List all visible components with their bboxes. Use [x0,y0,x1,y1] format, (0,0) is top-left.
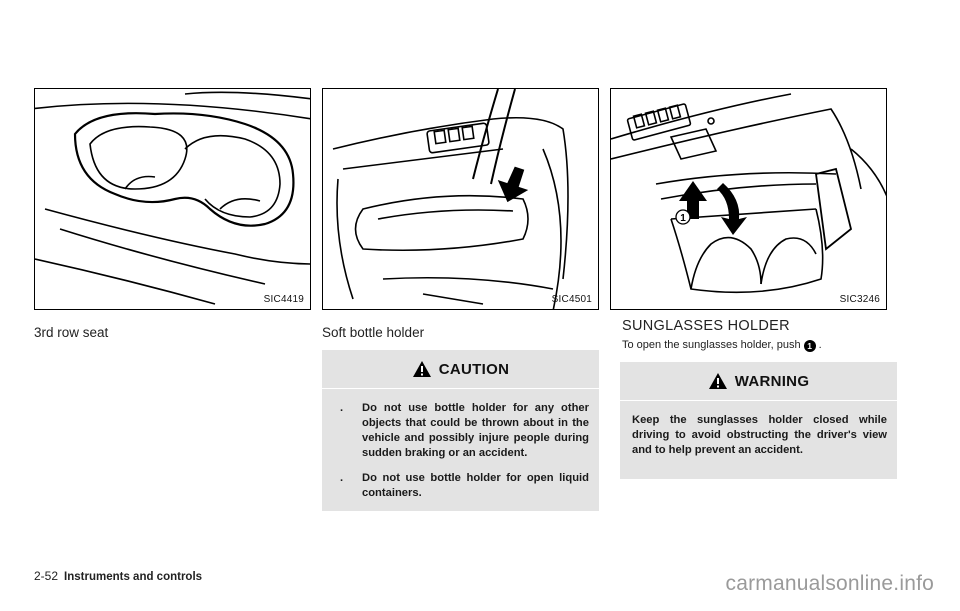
list-item [334,471,589,501]
caution-title: CAUTION [438,360,510,378]
section-heading-sunglasses: SUNGLASSES HOLDER [622,318,790,334]
caution-box [322,350,599,511]
bullet: . [340,402,344,414]
instruction-text: To open the sunglasses holder, push [622,339,801,351]
caution-list [334,401,589,501]
warning-text: Keep the sunglasses holder closed while driving to avoid obstructing the driver's view and to help prevent an accident. [632,414,887,456]
sunglasses-holder-illustration [611,89,887,310]
figure-sunglasses-holder [610,88,887,310]
list-item [334,401,589,461]
caution-item-text: Do not use bottle holder for any other objects that could be thrown about in the vehicle and possibly injure people during sudden braking or an accident. [362,402,589,459]
warning-header [620,362,897,401]
figure-code: SIC4419 [263,294,304,305]
caution-item-text: Do not use bottle holder for open liquid containers. [362,472,589,499]
figure-cup-holder [34,88,311,310]
caption-soft-bottle-holder: Soft bottle holder [322,325,425,340]
cup-holder-illustration [35,89,311,310]
warning-title: WARNING [734,372,810,390]
section-name: Instruments and controls [64,571,203,583]
sunglasses-instructions [622,339,822,352]
bottle-holder-illustration [323,89,599,310]
page-number: 2-52 [34,569,59,583]
page-footer [34,569,202,583]
bullet: . [340,472,344,484]
caution-header [322,350,599,389]
caution-body [322,389,599,511]
warning-triangle-icon [708,372,728,390]
caption-3rd-row-seat: 3rd row seat [34,325,109,340]
watermark-link[interactable]: carmanualsonline.info [725,572,934,595]
warning-box [620,362,897,479]
figure-code: SIC4501 [551,294,592,305]
callout-1-icon: 1 [804,340,816,352]
figure-bottle-holder [322,88,599,310]
figure-code: SIC3246 [839,294,880,305]
warning-body [620,401,897,468]
warning-triangle-icon [412,360,432,378]
callout-marker: 1 [680,213,686,224]
instruction-end: . [818,339,822,351]
